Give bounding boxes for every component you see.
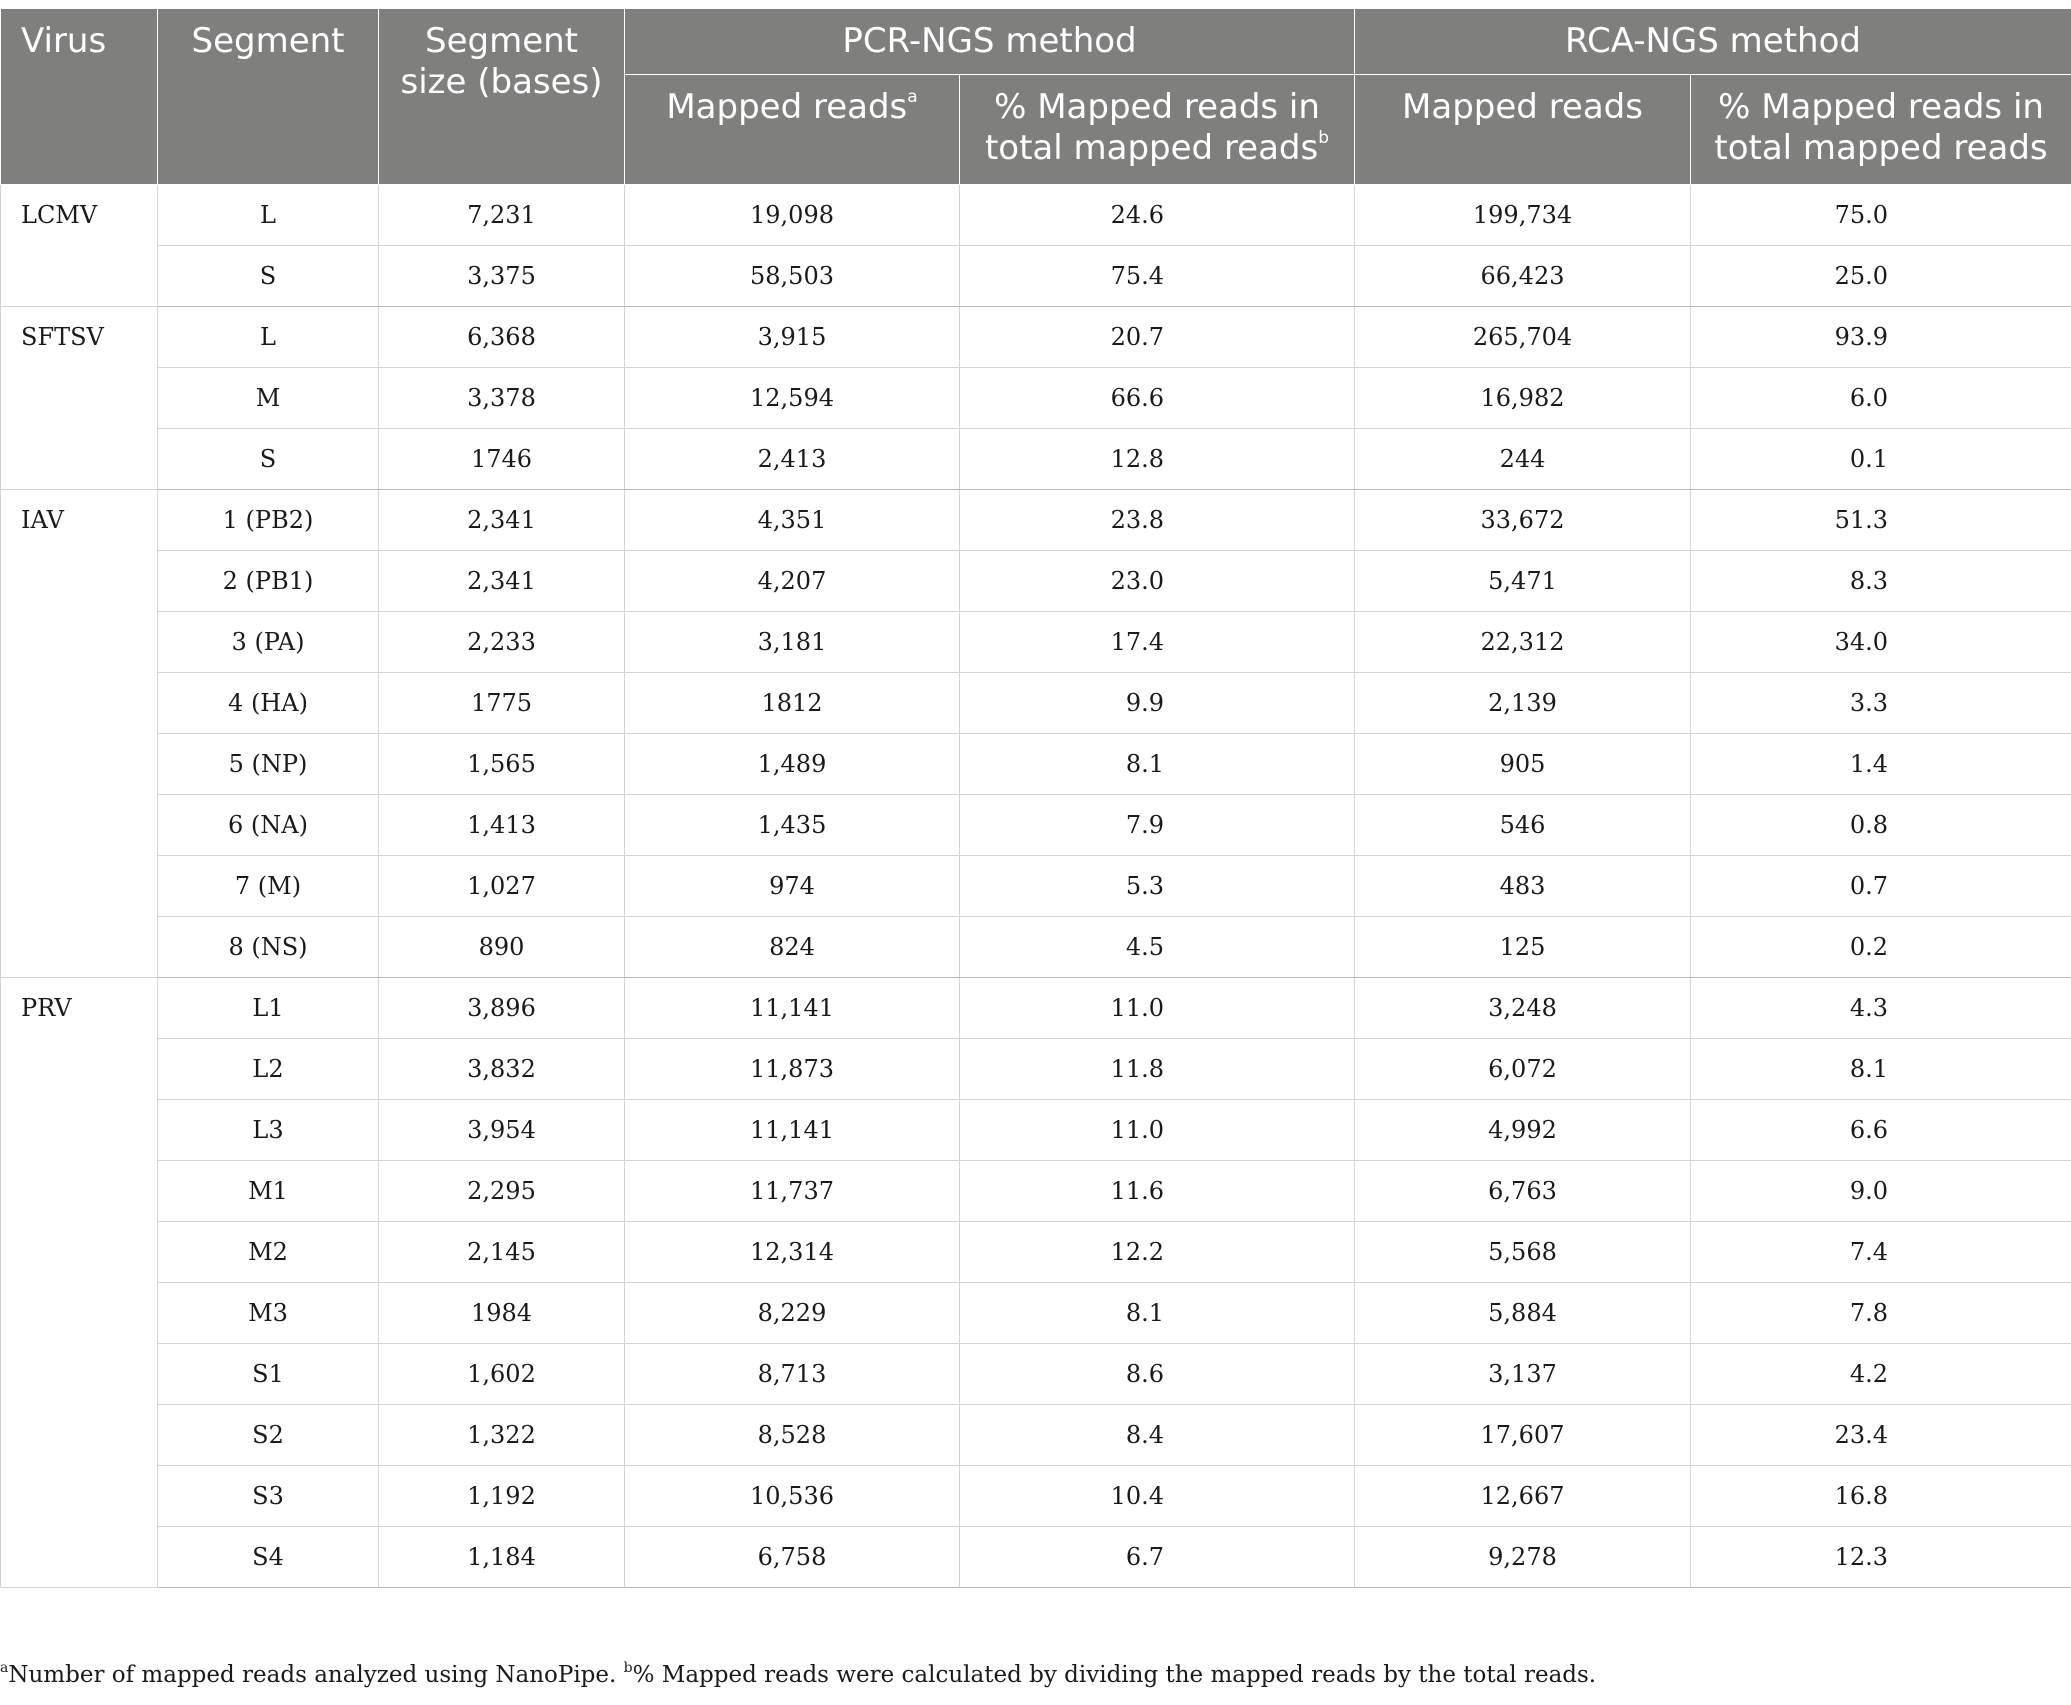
- rca-mapped-reads-cell: 199,734: [1355, 185, 1691, 246]
- pcr-mapped-reads-cell: 1,489: [625, 734, 960, 795]
- table-row: [1, 368, 2071, 429]
- pcr-mapped-reads-cell: 11,873: [625, 1039, 960, 1100]
- header-rca-ngs-method: RCA-NGS method: [1355, 9, 2071, 75]
- header-virus: Virus: [1, 9, 158, 185]
- segment-size-cell: 3,954: [379, 1100, 625, 1161]
- segment-cell: M1: [158, 1161, 379, 1222]
- segment-size-cell: 3,896: [379, 978, 625, 1039]
- pcr-mapped-reads-cell: 19,098: [625, 185, 960, 246]
- pcr-mapped-reads-cell: 10,536: [625, 1466, 960, 1527]
- rca-mapped-reads-cell: 6,763: [1355, 1161, 1691, 1222]
- segment-size-cell: 3,378: [379, 368, 625, 429]
- segment-cell: S: [158, 246, 379, 307]
- rca-mapped-reads-cell: 9,278: [1355, 1527, 1691, 1588]
- pcr-mapped-reads-cell: 1,435: [625, 795, 960, 856]
- segment-cell: S3: [158, 1466, 379, 1527]
- pcr-mapped-reads-cell: 11,141: [625, 1100, 960, 1161]
- rca-percent-mapped-cell: 25.0: [1691, 246, 2071, 307]
- rca-mapped-reads-cell: 546: [1355, 795, 1691, 856]
- header-rca-percent-mapped: % Mapped reads in total mapped reads: [1691, 75, 2071, 185]
- rca-mapped-reads-cell: 125: [1355, 917, 1691, 978]
- table-row: [1, 1466, 2071, 1527]
- pcr-percent-mapped-cell: 4.5: [960, 917, 1355, 978]
- segment-cell: 6 (NA): [158, 795, 379, 856]
- rca-percent-mapped-cell: 4.3: [1691, 978, 2071, 1039]
- segment-size-cell: 2,145: [379, 1222, 625, 1283]
- table-body: [1, 185, 2071, 1588]
- pcr-mapped-reads-cell: 6,758: [625, 1527, 960, 1588]
- segment-cell: L: [158, 307, 379, 368]
- segment-size-cell: 7,231: [379, 185, 625, 246]
- footnote-a-marker: a: [0, 1660, 9, 1676]
- rca-mapped-reads-cell: 244: [1355, 429, 1691, 490]
- footnote-marker-a: a: [907, 87, 918, 107]
- segment-size-cell: 6,368: [379, 307, 625, 368]
- rca-percent-mapped-cell: 16.8: [1691, 1466, 2071, 1527]
- pcr-mapped-reads-cell: 2,413: [625, 429, 960, 490]
- pcr-percent-mapped-cell: 8.6: [960, 1344, 1355, 1405]
- pcr-mapped-reads-cell: 58,503: [625, 246, 960, 307]
- segment-cell: S: [158, 429, 379, 490]
- pcr-percent-mapped-cell: 66.6: [960, 368, 1355, 429]
- table-row: [1, 734, 2071, 795]
- rca-mapped-reads-cell: 33,672: [1355, 490, 1691, 551]
- pcr-percent-mapped-cell: 24.6: [960, 185, 1355, 246]
- table-row: [1, 1039, 2071, 1100]
- rca-mapped-reads-cell: 17,607: [1355, 1405, 1691, 1466]
- segment-size-cell: 1,184: [379, 1527, 625, 1588]
- header-pcr-ngs-method: PCR-NGS method: [625, 9, 1355, 75]
- rca-percent-mapped-cell: 12.3: [1691, 1527, 2071, 1588]
- table-row: [1, 1161, 2071, 1222]
- table-row: [1, 673, 2071, 734]
- segment-cell: S2: [158, 1405, 379, 1466]
- rca-percent-mapped-cell: 93.9: [1691, 307, 2071, 368]
- rca-mapped-reads-cell: 6,072: [1355, 1039, 1691, 1100]
- segment-size-cell: 1,413: [379, 795, 625, 856]
- rca-percent-mapped-cell: 23.4: [1691, 1405, 2071, 1466]
- rca-mapped-reads-cell: 3,248: [1355, 978, 1691, 1039]
- rca-mapped-reads-cell: 5,884: [1355, 1283, 1691, 1344]
- pcr-percent-mapped-cell: 17.4: [960, 612, 1355, 673]
- table-row: [1, 429, 2071, 490]
- table-row: [1, 1100, 2071, 1161]
- table-row: [1, 246, 2071, 307]
- rca-percent-mapped-cell: 3.3: [1691, 673, 2071, 734]
- pcr-percent-mapped-cell: 75.4: [960, 246, 1355, 307]
- pcr-mapped-reads-cell: 1812: [625, 673, 960, 734]
- footnote-a-text: Number of mapped reads analyzed using NanoPipe.: [8, 1662, 617, 1688]
- table-row: [1, 551, 2071, 612]
- segment-size-cell: 2,341: [379, 490, 625, 551]
- table-row: [1, 856, 2071, 917]
- pcr-mapped-reads-cell: 8,528: [625, 1405, 960, 1466]
- virus-cell: LCMV: [1, 185, 158, 307]
- rca-percent-mapped-cell: 6.0: [1691, 368, 2071, 429]
- pcr-percent-mapped-cell: 9.9: [960, 673, 1355, 734]
- pcr-percent-mapped-cell: 12.2: [960, 1222, 1355, 1283]
- footnote-marker-b: b: [1318, 128, 1330, 148]
- header-pcr-percent-mapped-label: % Mapped reads in total mapped reads: [984, 87, 1320, 168]
- rca-percent-mapped-cell: 0.1: [1691, 429, 2071, 490]
- table-row: [1, 490, 2071, 551]
- segment-cell: M: [158, 368, 379, 429]
- segment-size-cell: 1,322: [379, 1405, 625, 1466]
- header-pcr-percent-mapped: [960, 75, 1355, 185]
- table-row: [1, 1283, 2071, 1344]
- pcr-percent-mapped-cell: 23.0: [960, 551, 1355, 612]
- rca-percent-mapped-cell: 7.4: [1691, 1222, 2071, 1283]
- rca-mapped-reads-cell: 16,982: [1355, 368, 1691, 429]
- footnote-b-marker: b: [623, 1660, 633, 1676]
- pcr-percent-mapped-cell: 20.7: [960, 307, 1355, 368]
- pcr-percent-mapped-cell: 11.8: [960, 1039, 1355, 1100]
- rca-percent-mapped-cell: 8.3: [1691, 551, 2071, 612]
- rca-percent-mapped-cell: 51.3: [1691, 490, 2071, 551]
- rca-mapped-reads-cell: 12,667: [1355, 1466, 1691, 1527]
- rca-mapped-reads-cell: 905: [1355, 734, 1691, 795]
- segment-size-cell: 1,565: [379, 734, 625, 795]
- segment-cell: M3: [158, 1283, 379, 1344]
- rca-mapped-reads-cell: 265,704: [1355, 307, 1691, 368]
- pcr-percent-mapped-cell: 11.0: [960, 1100, 1355, 1161]
- rca-percent-mapped-cell: 0.2: [1691, 917, 2071, 978]
- table-row: [1, 307, 2071, 368]
- segment-cell: L3: [158, 1100, 379, 1161]
- reads-table: [0, 8, 2071, 1588]
- pcr-mapped-reads-cell: 12,594: [625, 368, 960, 429]
- rca-mapped-reads-cell: 5,471: [1355, 551, 1691, 612]
- rca-percent-mapped-cell: 6.6: [1691, 1100, 2071, 1161]
- table-row: [1, 1527, 2071, 1588]
- rca-percent-mapped-cell: 0.7: [1691, 856, 2071, 917]
- pcr-percent-mapped-cell: 12.8: [960, 429, 1355, 490]
- virus-cell: IAV: [1, 490, 158, 978]
- segment-size-cell: 2,295: [379, 1161, 625, 1222]
- rca-percent-mapped-cell: 0.8: [1691, 795, 2071, 856]
- table-row: [1, 978, 2071, 1039]
- segment-cell: 2 (PB1): [158, 551, 379, 612]
- table-row: [1, 795, 2071, 856]
- pcr-percent-mapped-cell: 10.4: [960, 1466, 1355, 1527]
- segment-cell: S4: [158, 1527, 379, 1588]
- segment-size-cell: 1,602: [379, 1344, 625, 1405]
- header-segment-size: Segment size (bases): [379, 9, 625, 185]
- pcr-percent-mapped-cell: 11.6: [960, 1161, 1355, 1222]
- segment-size-cell: 890: [379, 917, 625, 978]
- header-pcr-mapped-reads: [625, 75, 960, 185]
- pcr-percent-mapped-cell: 8.1: [960, 734, 1355, 795]
- segment-size-cell: 1,192: [379, 1466, 625, 1527]
- pcr-percent-mapped-cell: 7.9: [960, 795, 1355, 856]
- pcr-mapped-reads-cell: 4,207: [625, 551, 960, 612]
- pcr-mapped-reads-cell: 974: [625, 856, 960, 917]
- segment-cell: L2: [158, 1039, 379, 1100]
- segment-cell: 4 (HA): [158, 673, 379, 734]
- segment-cell: 5 (NP): [158, 734, 379, 795]
- segment-cell: 1 (PB2): [158, 490, 379, 551]
- table-row: [1, 1222, 2071, 1283]
- rca-mapped-reads-cell: 2,139: [1355, 673, 1691, 734]
- segment-cell: 3 (PA): [158, 612, 379, 673]
- pcr-percent-mapped-cell: 23.8: [960, 490, 1355, 551]
- pcr-mapped-reads-cell: 12,314: [625, 1222, 960, 1283]
- pcr-mapped-reads-cell: 4,351: [625, 490, 960, 551]
- header-segment: Segment: [158, 9, 379, 185]
- segment-size-cell: 3,832: [379, 1039, 625, 1100]
- table-row: [1, 917, 2071, 978]
- rca-percent-mapped-cell: 4.2: [1691, 1344, 2071, 1405]
- pcr-mapped-reads-cell: 824: [625, 917, 960, 978]
- segment-size-cell: 2,233: [379, 612, 625, 673]
- pcr-percent-mapped-cell: 5.3: [960, 856, 1355, 917]
- pcr-percent-mapped-cell: 11.0: [960, 978, 1355, 1039]
- table-header: [1, 9, 2071, 185]
- rca-percent-mapped-cell: 1.4: [1691, 734, 2071, 795]
- rca-mapped-reads-cell: 3,137: [1355, 1344, 1691, 1405]
- segment-size-cell: 2,341: [379, 551, 625, 612]
- virus-cell: SFTSV: [1, 307, 158, 490]
- segment-size-cell: 1984: [379, 1283, 625, 1344]
- segment-cell: L: [158, 185, 379, 246]
- virus-cell: PRV: [1, 978, 158, 1588]
- segment-cell: 8 (NS): [158, 917, 379, 978]
- pcr-mapped-reads-cell: 8,713: [625, 1344, 960, 1405]
- segment-cell: 7 (M): [158, 856, 379, 917]
- table-row: [1, 1405, 2071, 1466]
- pcr-mapped-reads-cell: 3,915: [625, 307, 960, 368]
- pcr-percent-mapped-cell: 8.1: [960, 1283, 1355, 1344]
- header-pcr-mapped-reads-label: Mapped reads: [666, 87, 908, 127]
- rca-percent-mapped-cell: 34.0: [1691, 612, 2071, 673]
- rca-mapped-reads-cell: 483: [1355, 856, 1691, 917]
- pcr-mapped-reads-cell: 11,141: [625, 978, 960, 1039]
- table-row: [1, 612, 2071, 673]
- segment-cell: S1: [158, 1344, 379, 1405]
- table-row: [1, 185, 2071, 246]
- footnote-b-text: % Mapped reads were calculated by dividing the mapped reads by the total reads.: [632, 1662, 1597, 1688]
- segment-size-cell: 1746: [379, 429, 625, 490]
- rca-mapped-reads-cell: 5,568: [1355, 1222, 1691, 1283]
- table-row: [1, 1344, 2071, 1405]
- pcr-mapped-reads-cell: 3,181: [625, 612, 960, 673]
- pcr-percent-mapped-cell: 6.7: [960, 1527, 1355, 1588]
- rca-mapped-reads-cell: 22,312: [1355, 612, 1691, 673]
- pcr-percent-mapped-cell: 8.4: [960, 1405, 1355, 1466]
- header-rca-mapped-reads: Mapped reads: [1355, 75, 1691, 185]
- segment-cell: M2: [158, 1222, 379, 1283]
- rca-mapped-reads-cell: 4,992: [1355, 1100, 1691, 1161]
- rca-percent-mapped-cell: 8.1: [1691, 1039, 2071, 1100]
- pcr-mapped-reads-cell: 11,737: [625, 1161, 960, 1222]
- segment-size-cell: 3,375: [379, 246, 625, 307]
- rca-percent-mapped-cell: 9.0: [1691, 1161, 2071, 1222]
- rca-percent-mapped-cell: 75.0: [1691, 185, 2071, 246]
- segment-size-cell: 1,027: [379, 856, 625, 917]
- table-footnote: [0, 1662, 1596, 1688]
- segment-cell: L1: [158, 978, 379, 1039]
- rca-percent-mapped-cell: 7.8: [1691, 1283, 2071, 1344]
- rca-mapped-reads-cell: 66,423: [1355, 246, 1691, 307]
- pcr-mapped-reads-cell: 8,229: [625, 1283, 960, 1344]
- segment-size-cell: 1775: [379, 673, 625, 734]
